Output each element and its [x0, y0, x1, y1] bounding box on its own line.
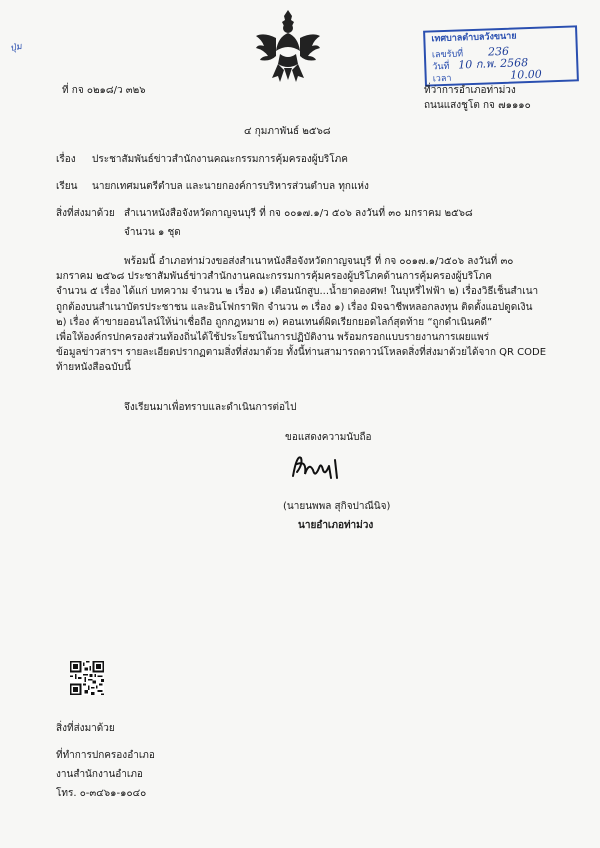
signature-icon [283, 446, 363, 486]
footer-phone: โทร. ๐-๓๔๖๑-๑๐๔๐ [56, 788, 147, 799]
qr-code-icon [70, 661, 104, 695]
stamp-receive-value: 236 [487, 44, 510, 59]
body-line: เพื่อให้องค์กรปกครองส่วนท้องถิ่นได้ใช้ประโยชน์ในการปฏิบัติงาน พร้อมกรอกแบบรายงานการเผยแพร่ [56, 332, 490, 344]
body-line: ท้ายหนังสือฉบับนี้ [56, 362, 131, 374]
stamp-time-value: 10.00 [510, 67, 542, 82]
regards-text: ขอแสดงความนับถือ [285, 432, 372, 443]
stamp-time-label: เวลา [432, 73, 452, 85]
stamp-date-value: 10 ก.พ. 2568 [458, 56, 529, 72]
stamp-title: เทศบาลตำบลวังขนาย [431, 31, 517, 45]
body-line: ข้อมูลข่าวสารฯ รายละเอียดปรากฏตามสิ่งที่ส่งมาด้วย ทั้งนี้ท่านสามารถดาวน์โหลดสิ่งที่ส่งมาด้วยได้จาก QR CODE [56, 347, 547, 359]
body-paragraph [56, 254, 576, 376]
office-address-line1: ที่ว่าการอำเภอท่าม่วง [424, 85, 516, 96]
signer-position: นายอำเภอท่าม่วง [298, 520, 374, 531]
subject-text: ประชาสัมพันธ์ข่าวสำนักงานคณะกรรมการคุ้มครองผู้บริโภค [92, 154, 348, 165]
subject-label: เรื่อง [56, 154, 76, 165]
body-line: มกราคม ๒๕๖๘ ประชาสัมพันธ์ข่าวสำนักงานคณะกรรมการคุ้มครองผู้บริโภคด้านการคุ้มครองผู้บริโภค [56, 271, 492, 283]
reference-number: ที่ กจ ๐๒๑๘/ว ๓๒๖ [62, 85, 146, 96]
to-label: เรียน [56, 181, 78, 192]
body-line: ถูกต้องบนสำเนาบัตรประชาชน และอินโฟกราฟิก จำนวน ๓ เรื่อง ๑) เรื่อง มิจฉาชีพหลอกลงทุน ติดตั้งแอปดูดเงิน [56, 301, 533, 313]
enclosure-label: สิ่งที่ส่งมาด้วย [56, 208, 115, 219]
closing-sentence: จึงเรียนมาเพื่อทราบและดำเนินการต่อไป [124, 402, 297, 413]
body-line: จำนวน ๕ เรื่อง ได้แก่ บทความ จำนวน ๒ เรื่อง ๑) เตือนนักสูบ...น้ำยาดองศพ! ในบุหรี่ไฟฟ้า ๒) เรื่องวิธีเช็นสำเนา [56, 286, 539, 298]
garuda-emblem-icon [254, 6, 322, 84]
stamp-receive-label: เลขรับที่ [431, 49, 464, 61]
enclosure-text: สำเนาหนังสือจังหวัดกาญจนบุรี ที่ กจ ๐๐๑๗.๑/ว ๕๐๖ ลงวันที่ ๓๐ มกราคม ๒๕๖๘ [124, 208, 473, 219]
footer-enclosure-label: สิ่งที่ส่งมาด้วย [56, 723, 115, 734]
stamp-date-label: วันที่ [432, 61, 450, 73]
letter-date: ๔ กุมภาพันธ์ ๒๕๖๘ [244, 126, 331, 137]
enclosure-quantity: จำนวน ๑ ชุด [124, 227, 181, 238]
footer-office: ที่ทำการปกครองอำเภอ [56, 750, 155, 761]
body-line: พร้อมนี้ อำเภอท่าม่วงขอส่งสำเนาหนังสือจังหวัดกาญจนบุรี ที่ กจ ๐๐๑๗.๑/ว๕๐๖ ลงวันที่ ๓๐ [124, 256, 514, 267]
footer-section: งานสำนักงานอำเภอ [56, 769, 143, 780]
receive-stamp [423, 25, 579, 86]
handwritten-corner-note: ปุ่ม [9, 41, 23, 55]
office-address-line2: ถนนแสงชูโต กจ ๗๑๑๑๐ [424, 100, 531, 111]
body-line: ๒) เรื่อง ค้าขายออนไลน์ให้น่าเชื่อถือ ถูกกฎหมาย ๓) คอนเทนต์ผิดเรียกยอดไลก์สุดท้าย “ถูกดำเนินคดี” [56, 316, 493, 328]
signer-name: (นายนพพล สุกิจปาณีนิจ) [283, 501, 391, 512]
to-text: นายกเทศมนตรีตำบล และนายกองค์การบริหารส่วนตำบล ทุกแห่ง [92, 181, 369, 192]
